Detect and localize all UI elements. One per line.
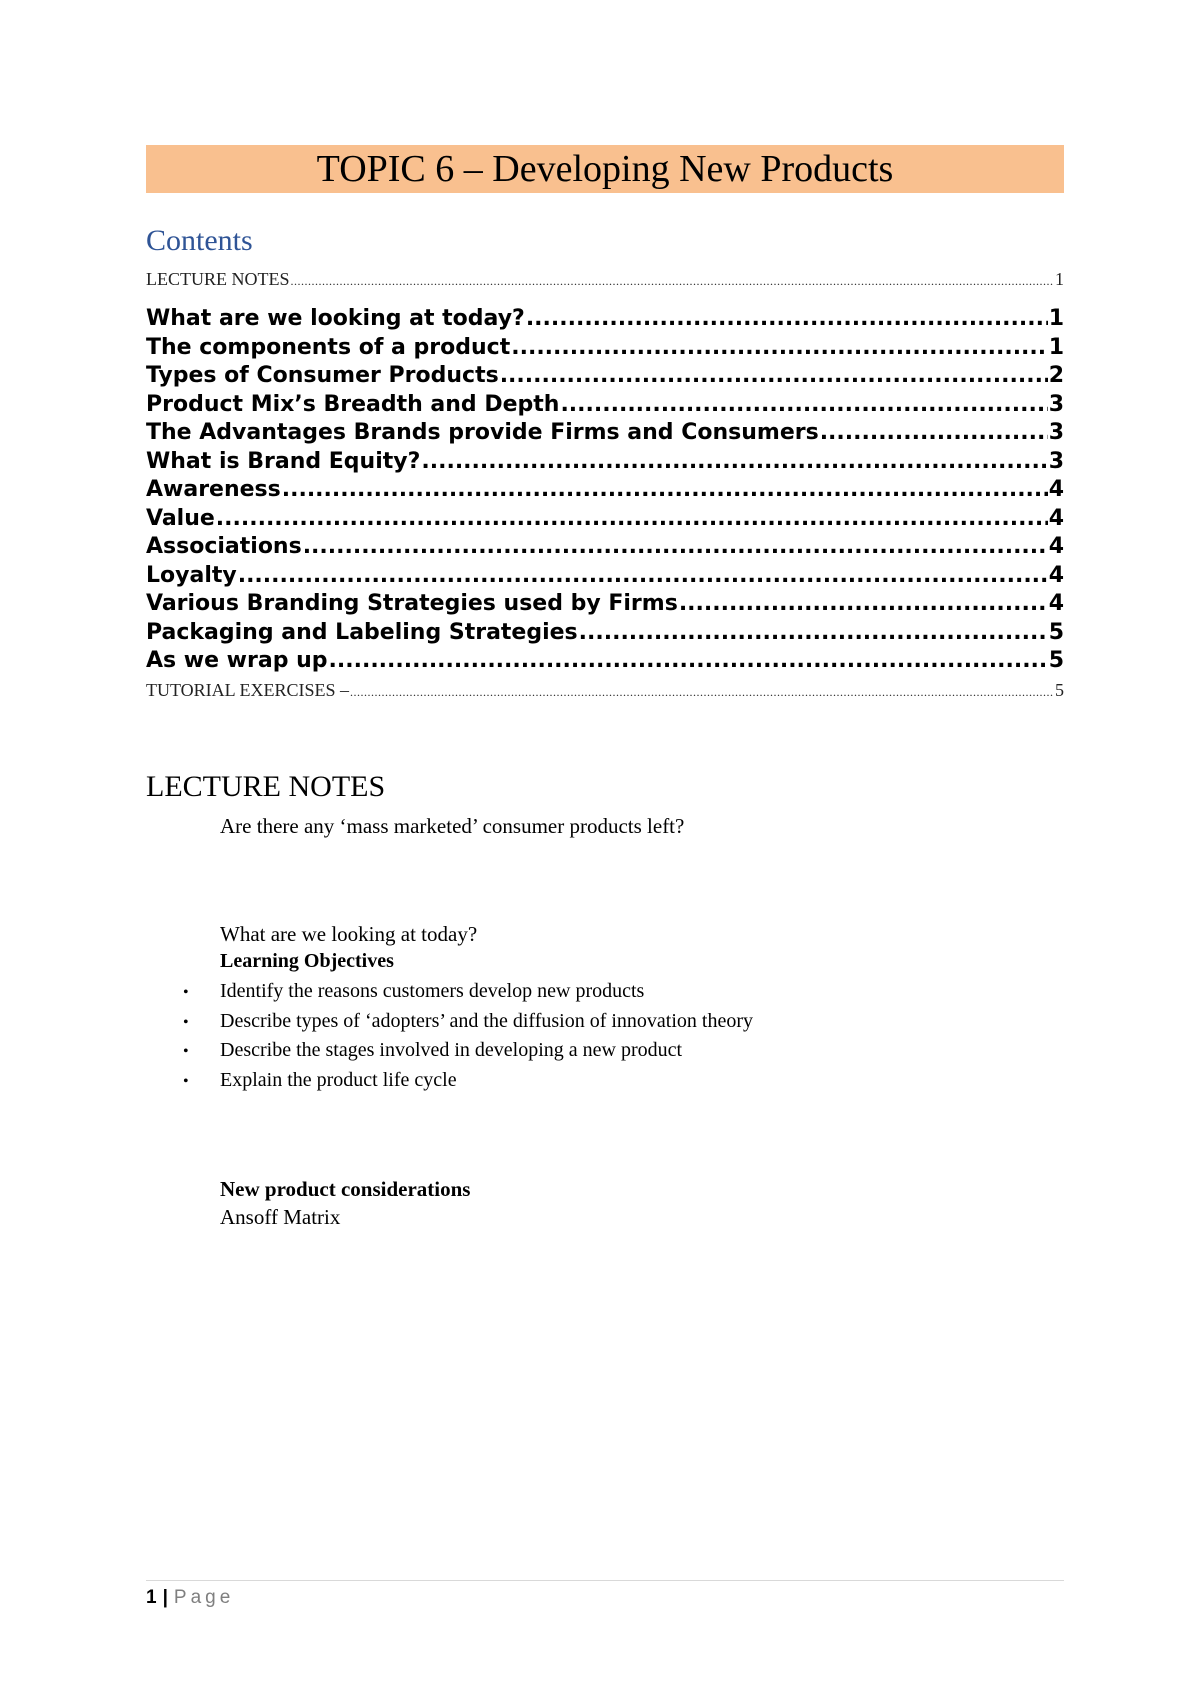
- page-word: Page: [173, 1587, 235, 1608]
- toc-entry-tutorial-exercises[interactable]: [146, 676, 1064, 704]
- toc-entry-page: 4: [1048, 562, 1064, 588]
- list-item-text: Identify the reasons customers develop new products: [220, 980, 645, 1002]
- ansoff-matrix-text: Ansoff Matrix: [220, 1205, 341, 1229]
- bullet-icon: •: [183, 1072, 189, 1090]
- toc-entry-label: LECTURE NOTES: [146, 269, 290, 289]
- toc-entry-label: Loyalty: [146, 562, 237, 588]
- toc-entry-page: 5: [1048, 619, 1064, 645]
- toc-entry-components[interactable]: [146, 334, 1064, 363]
- footer-separator: |: [162, 1587, 168, 1608]
- toc-entry-packaging[interactable]: [146, 619, 1064, 648]
- toc-entry-label: Product Mix’s Breadth and Depth: [146, 391, 560, 417]
- toc-entry-awareness[interactable]: [146, 476, 1064, 505]
- toc-entry-page: 1: [1055, 269, 1064, 289]
- toc-entry-label: Associations: [146, 534, 302, 559]
- list-item-text: Describe types of ‘adopters’ and the diffusion of innovation theory: [220, 1009, 754, 1032]
- bullet-icon: •: [183, 984, 189, 1001]
- list-item: [183, 1039, 753, 1069]
- list-item: [183, 1010, 753, 1040]
- toc-entry-label: Packaging and Labeling Strategies: [146, 619, 578, 645]
- lecture-notes-heading: LECTURE NOTES: [146, 770, 386, 803]
- list-item-text: Explain the product life cycle: [220, 1068, 457, 1091]
- toc-entry-label: The components of a product: [146, 334, 511, 360]
- footer-divider: [146, 1580, 1064, 1581]
- page-number: 1: [146, 1587, 157, 1608]
- document-title: TOPIC 6 – Developing New Products: [316, 148, 894, 190]
- mass-marketed-question: Are there any ‘mass marketed’ consumer products left?: [220, 814, 685, 838]
- learning-objectives-heading: Learning Objectives: [220, 950, 394, 972]
- toc-entry-page: 1: [1048, 334, 1064, 360]
- toc-entry-branding-strategies[interactable]: [146, 590, 1064, 619]
- toc-entry-value[interactable]: [146, 505, 1064, 534]
- new-product-considerations-heading: New product considerations: [220, 1177, 471, 1201]
- today-question: What are we looking at today?: [220, 922, 478, 946]
- toc-entry-wrap-up[interactable]: [146, 647, 1064, 676]
- toc-entry-label: What are we looking at today?: [146, 306, 525, 331]
- toc-entry-label: TUTORIAL EXERCISES –: [146, 679, 350, 700]
- toc-entry-label: Awareness: [146, 477, 281, 502]
- title-banner: [146, 145, 1064, 193]
- toc-entry-label: Various Branding Strategies used by Firms: [146, 591, 678, 616]
- toc-entry-label: What is Brand Equity?: [146, 448, 421, 474]
- table-of-contents: [146, 265, 1064, 704]
- toc-entry-page: 4: [1048, 591, 1064, 616]
- toc-entry-consumer-products[interactable]: [146, 362, 1064, 391]
- learning-objectives-list: [183, 980, 753, 1098]
- toc-entry-label: The Advantages Brands provide Firms and Consumers: [146, 420, 819, 445]
- toc-entry-associations[interactable]: [146, 533, 1064, 562]
- page-footer: [146, 1587, 234, 1609]
- toc-entry-loyalty[interactable]: [146, 562, 1064, 591]
- toc-entry-label: As we wrap up: [146, 648, 328, 673]
- toc-entry-product-mix[interactable]: [146, 391, 1064, 420]
- list-item: [183, 1069, 753, 1099]
- bullet-icon: •: [183, 1043, 189, 1060]
- toc-entry-label: Types of Consumer Products: [146, 363, 499, 388]
- list-item-text: Describe the stages involved in developing a new product: [220, 1039, 683, 1061]
- toc-entry-page: 3: [1048, 420, 1064, 445]
- toc-entry-page: 3: [1048, 448, 1064, 474]
- list-item: [183, 980, 753, 1010]
- toc-entry-page: 4: [1048, 477, 1064, 502]
- contents-heading: Contents: [146, 224, 253, 257]
- toc-entry-page: 2: [1048, 363, 1064, 388]
- toc-entry-brand-equity[interactable]: [146, 448, 1064, 477]
- toc-entry-lecture-notes[interactable]: [146, 265, 1064, 293]
- bullet-icon: •: [183, 1013, 189, 1031]
- toc-entry-page: 3: [1048, 391, 1064, 417]
- toc-entry-brand-advantages[interactable]: [146, 419, 1064, 448]
- toc-entry-label: Value: [146, 505, 215, 531]
- toc-entry-page: 4: [1048, 534, 1064, 559]
- toc-entry-page: 4: [1048, 505, 1064, 531]
- toc-entry-page: 5: [1055, 679, 1064, 700]
- toc-entry-looking-today[interactable]: [146, 305, 1064, 334]
- toc-entry-page: 5: [1048, 648, 1064, 673]
- toc-entry-page: 1: [1048, 306, 1064, 331]
